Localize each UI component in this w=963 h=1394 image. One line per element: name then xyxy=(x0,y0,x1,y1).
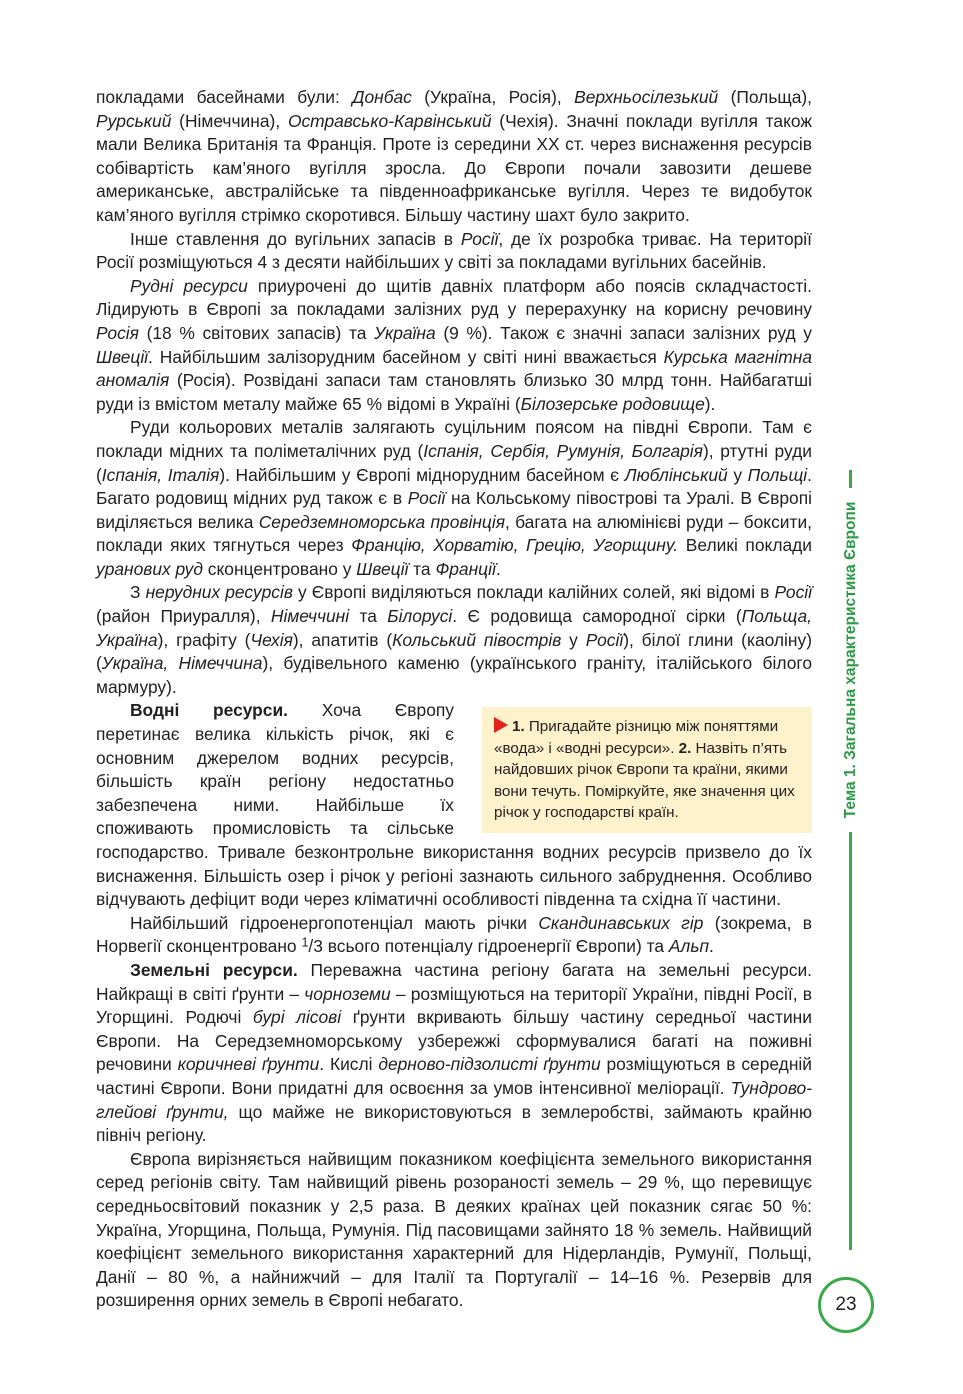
text-run: (Чехія). Значні поклади вугілля також мали Велика Британія та Франція. Проте із середини XX ст. через виснаження ресурсів собівартість кам’яного вугілля зросла. До Європи почали завозити дешеве американське, австралійське та південноафриканське вугілля. Через те видобуток кам’яного вугілля стрімко скоротився. Більшу частину шахт було закрито. xyxy=(96,110,812,225)
page-number: 23 xyxy=(835,1294,857,1315)
page-number-badge xyxy=(818,1277,874,1333)
question-2-text: Назвіть п’ять найдовших річок Європи та країни, якими вони течуть. Поміркуйте, яке значення цих річок у господарстві країн. xyxy=(494,739,795,822)
italic-term: Франції xyxy=(435,558,496,579)
text-run: на Кольському півострові та Уралі. В Європі виділяється велика xyxy=(96,488,812,532)
italic-term: Росія xyxy=(96,322,139,343)
italic-term: чорноземи xyxy=(304,983,391,1004)
text-run: ), будівельного каменю (українського граніту, італійського білого мармуру). xyxy=(96,653,812,697)
text-run: (район Приуралля), xyxy=(96,606,271,627)
italic-term: Україна xyxy=(374,322,436,343)
text-run: (Росія). Розвідані запаси там становлять близько 30 млрд тонн. Найбагатші руди із вмістом металу майже 65 % відомі в Україні ( xyxy=(96,370,812,414)
italic-term: уранових руд xyxy=(96,558,203,579)
italic-term: Люблінський xyxy=(624,464,728,485)
text-run: (18 % світових запасів) та xyxy=(138,322,375,343)
text-run: (9 %). Також є значні запаси залізних руд у xyxy=(435,322,812,343)
fraction-numerator: 1 xyxy=(301,935,309,950)
text-run: . Найбільшим залізорудним басейном у світі нині вважається xyxy=(148,346,664,367)
italic-term: Альп xyxy=(668,936,710,957)
text-run: ґрунти вкривають більшу частину середньої частини Європи. На Середземноморському узбережжі сформувалися багаті на поживні речовини xyxy=(96,1007,812,1075)
paragraph-coal-basins-europe xyxy=(96,86,812,228)
paragraph-land-use-coefficient xyxy=(96,1148,812,1313)
text-run: у xyxy=(727,464,748,485)
italic-term: Курська магнітна аномалія xyxy=(96,346,812,391)
text-column xyxy=(96,86,812,1313)
italic-term: Білорусі xyxy=(387,606,453,627)
italic-term: Білозерське родовище xyxy=(520,393,705,414)
text-run: ). xyxy=(704,393,716,414)
bold-heading: Водні ресурси. xyxy=(130,700,289,721)
text-run: (Україна, Росія), xyxy=(411,87,575,107)
text-run: покладами басейнами були: xyxy=(96,87,353,107)
text-run: Найбільший гідроенергопотенціал мають річки xyxy=(130,912,539,933)
text-run: розміщуються в середній частині Європи. Вони придатні для освоєння за умов інтенсивної меліорації. xyxy=(96,1054,813,1098)
italic-term: Середземноморська провінція xyxy=(258,511,506,532)
text-run: Хоча Європу перетинає велика кількість річок, які є основним джерелом водних ресурсів, більшість країн регіону недостатньо забезпечена ними. Найбільше їх споживають промисловість та сільське господарство. Тривале безконтрольне використання водних ресурсів призвело до їх виснаження. Більшість озер і річок у регіоні зазнають сильного забруднення. Особливо відчувають дефіцит води через кліматичні особливості південна та східна її частини. xyxy=(96,700,812,910)
italic-term: Швеції xyxy=(96,346,149,367)
italic-term: Німеччині xyxy=(270,606,350,627)
italic-term: Польщі xyxy=(747,464,808,485)
text-run: . Багато родовищ мідних руд також є в xyxy=(96,464,813,509)
text-run: . Є родовища самородної сірки ( xyxy=(452,606,742,627)
italic-term: Іспанія, Сербія, Румунія, Болгарія xyxy=(423,440,703,461)
text-run: у xyxy=(561,629,586,650)
italic-term: Донбас xyxy=(352,87,412,107)
text-run: Європа вирізняється найвищим показником коефіцієнта земельного використання серед регіонів світу. Там найвищий рівень розораності земель – 29 %, що перевищує середньосвітовий показник у 2,5 раза. В деяких країнах цей показник сягає 50 %: Україна, Угорщина, Польща, Румунія. Під пасовищами зайнято 18 % земель. Найвищий коефіцієнт земельного використання характерний для Нідерландів, Румунії, Польщі, Данії – 80 %, а найнижчий – для Італії та Португалії – 14–16 %. Резервів для розширення орних земель в Європі небагато. xyxy=(96,1148,812,1311)
italic-term: Скандинавських гір xyxy=(538,912,704,933)
italic-term: Росії xyxy=(460,228,499,249)
text-run: та xyxy=(408,558,436,579)
text-run: що майже не використовуються в землеробстві, займають крайню північ регіону. xyxy=(96,1101,812,1146)
italic-term: Росії xyxy=(774,582,813,603)
red-triangle-icon xyxy=(494,717,508,733)
text-run: . xyxy=(495,558,501,579)
italic-term: Францію, Хорватію, Грецію, Угорщину. xyxy=(351,535,679,556)
text-run: /3 всього потенціалу гідроенергії Європи) та xyxy=(308,936,669,957)
italic-term: коричневі ґрунти xyxy=(177,1054,320,1075)
side-rule-top xyxy=(849,470,852,488)
italic-term: Остравсько-Карвінський xyxy=(287,110,492,131)
italic-term: Чехія xyxy=(250,629,293,650)
text-run: (Німеччина), xyxy=(171,110,288,131)
italic-term: Тундрово-глейові ґрунти, xyxy=(96,1077,812,1122)
italic-term: Верхньосілезький xyxy=(574,87,719,107)
text-run: сконцентровано у xyxy=(202,558,357,579)
text-run: Руди кольорових металів залягають суцільним поясом на півдні Європи. Там є поклади мідних та поліметалічних руд ( xyxy=(96,417,812,461)
text-run: – розміщуються на території України, півдні Росії, в Угорщині. Родючі xyxy=(96,983,812,1028)
section-side-rail xyxy=(840,470,860,1250)
italic-term: Кольський півострів xyxy=(392,629,562,650)
italic-term: Польща, Україна xyxy=(96,606,813,650)
text-run: Переважна частина регіону багата на земельні ресурси. Найкращі в світі ґрунти – xyxy=(96,959,812,1004)
side-rule-bottom xyxy=(849,832,852,1250)
italic-term: нерудних ресурсів xyxy=(145,582,293,603)
italic-term: Рурський xyxy=(96,110,172,131)
text-run: ), білої глини (каоліну) ( xyxy=(96,629,813,674)
text-run: Великі поклади xyxy=(678,535,812,556)
text-run: . xyxy=(709,936,714,957)
text-run: приурочені до щитів давніх платформ або поясів складчастості. Лідирують в Європі за покладами залізних руд у перерахунку на корисну речовину xyxy=(96,275,812,320)
bold-heading: Земельні ресурси. xyxy=(130,959,298,980)
text-run: (Польща), xyxy=(718,87,812,107)
question-callout xyxy=(482,707,812,833)
text-run: . Кислі xyxy=(319,1054,379,1075)
italic-term: Україна, Німеччина xyxy=(101,653,263,674)
text-run: , багата на алюмінієві руди – боксити, поклади яких тягнуться через xyxy=(96,511,812,556)
italic-term: дерново-підзолисті ґрунти xyxy=(378,1054,601,1075)
paragraph-land-resources xyxy=(96,959,812,1148)
text-run: ), графіту ( xyxy=(157,629,251,650)
section-title-vertical: Тема 1. Загальна характеристика Європи xyxy=(842,501,859,819)
text-run: та xyxy=(349,606,388,627)
text-run: у Європі виділяються поклади калійних солей, які відомі в xyxy=(292,582,775,603)
italic-term: Іспанія, Італія xyxy=(101,464,220,485)
text-run: ), ртутні руди ( xyxy=(96,440,812,485)
italic-term: Рудні ресурси xyxy=(130,275,248,296)
paragraph-coal-russia xyxy=(96,228,812,275)
text-run: , де їх розробка триває. На території Росії розміщуються 4 з десяти найбільших у світі за покладами вугільних басейнів. xyxy=(96,228,812,273)
paragraph-hydropower xyxy=(96,912,812,959)
italic-term: Росії xyxy=(585,629,624,650)
italic-term: Росії xyxy=(407,488,446,509)
italic-term: Швеції xyxy=(356,558,409,579)
text-run: ). Найбільшим у Європі міднорудним басейном є xyxy=(219,464,625,485)
italic-term: бурі лісові xyxy=(252,1007,342,1028)
paragraph-nonferrous-metals xyxy=(96,416,812,581)
question-1-text: Пригадайте різницю між поняттями «вода» і «водні ресурси». xyxy=(494,718,779,757)
question-1-number: 1. xyxy=(512,718,525,736)
paragraph-nonmetallic-resources xyxy=(96,581,812,699)
text-run: З xyxy=(130,582,146,603)
text-run: ), апатитів ( xyxy=(292,629,393,650)
paragraph-ore-resources xyxy=(96,275,812,417)
text-run: (зокрема, в Норвегії сконцентровано xyxy=(96,912,812,957)
text-run: Інше ставлення до вугільних запасів в xyxy=(130,228,461,249)
question-2-number: 2. xyxy=(678,739,692,757)
